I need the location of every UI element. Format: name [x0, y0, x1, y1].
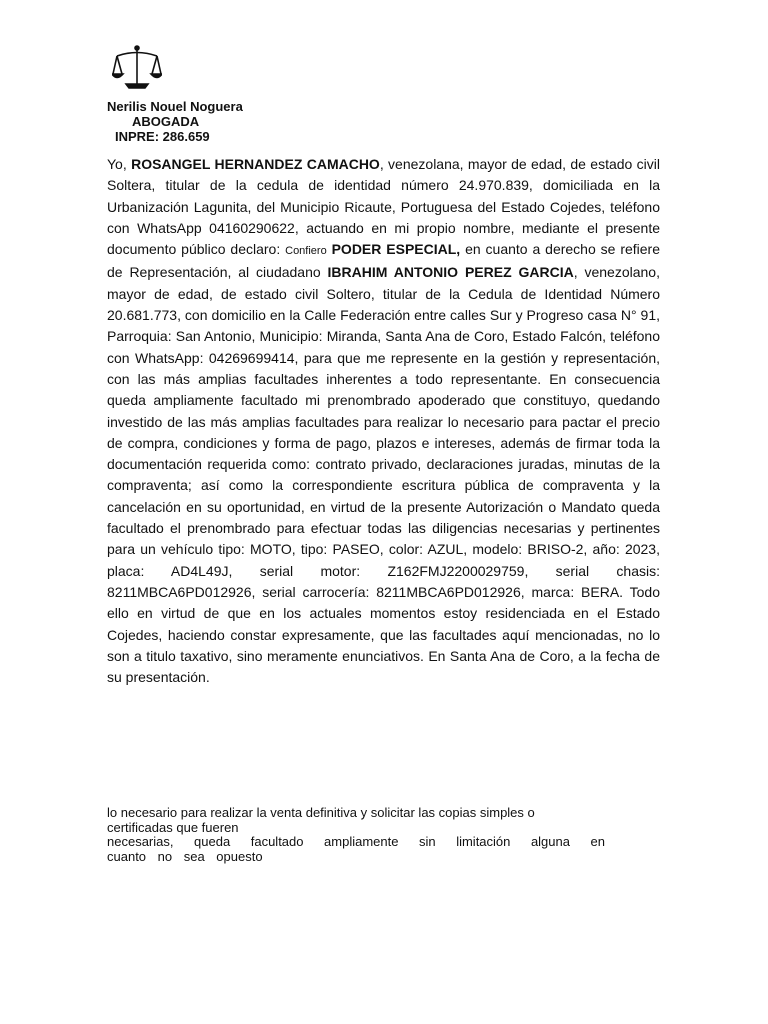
poder-especial: PODER ESPECIAL, — [326, 241, 461, 258]
footer-line-2: certificadas que fueren — [107, 819, 239, 835]
footer-line-1: lo necesario para realizar la venta definitiva y solicitar las copias simples o — [107, 805, 535, 820]
footer-fragment — [107, 806, 605, 864]
lawyer-name: Nerilis Nouel Noguera — [107, 99, 243, 114]
scales-of-justice-logo — [112, 44, 162, 90]
attorney-name: IBRAHIM ANTONIO PEREZ GARCIA — [327, 264, 574, 281]
body-text-3: en cuanto a derecho se refiere de Representación, al ciudadano — [107, 241, 661, 281]
footer-line-4: cuanto no sea opuesto — [107, 848, 263, 864]
lawyer-title: ABOGADA — [132, 114, 200, 129]
confiero-word: Confiero — [285, 245, 327, 258]
body-text-4: , venezolano, mayor de edad, de estado civil Soltero, titular de la Cedula de Identidad Número 20.681.773, con domicilio en la Calle Federación entre calles Sur y Progreso casa N° 91, Parroquia: San Antonio, Municipio: Miranda, Santa Ana de Coro, Estado Falcón, teléfono con WhatsApp: 04269699414, para que me represente en la gestión y representación, con las más amplias facultades inherentes a todo representante. En consecuencia queda ampliamente facultado mi prenombrado apoderado que constituyo, quedando investido de las más amplias facultades para realizar lo necesario para pactar el precio de compra, condiciones y forma de pago, plazos e intereses, además de firmar toda la documentación requerida como: contrato privado, declaraciones juradas, minutas de la compraventa; así como la correspondiente escritura pública de compraventa y la cancelación en su oportunidad, en virtud de la presente Autorización o Mandato queda facultado el prenombrado para efectuar todas las diligencias necesarias y pertinentes para un vehículo tipo: MOTO, tipo: PASEO, color: AZUL, modelo: BRISO-2, año: 2023, placa: AD4L49J, serial motor: Z162FMJ2200029759, serial chasis: 8211MBCA6PD012926, serial carrocería: 8211MBCA6PD012926, marca: BERA. Todo ello en virtud de que en los actuales momentos estoy residenciada en el Estado Cojedes, haciendo constar expresamente, que las facultades aquí mencionadas, no lo son a titulo taxativo, sino meramente enunciativos. En Santa Ana de Coro, a la fecha de su presentación. — [107, 264, 660, 686]
document-body — [107, 154, 660, 688]
footer-line-3: necesarias, queda facultado ampliamente sin limitación alguna en — [107, 834, 605, 849]
inpre-number: INPRE: 286.659 — [115, 129, 210, 144]
letterhead — [107, 99, 243, 144]
body-text-1: Yo, — [107, 156, 132, 172]
grantor-name: ROSANGEL HERNANDEZ CAMACHO — [131, 156, 380, 172]
body-text-2: , venezolana, mayor de edad, de estado civil Soltera, titular de la cedula de identidad número 24.970.839, domiciliada en la Urbanización Lagunita, del Municipio Ricaute, Portuguesa del Estado Cojedes, teléfono con WhatsApp 04160290622, actuando en mi propio nombre, mediante el presente documento público declaro: — [107, 156, 661, 258]
